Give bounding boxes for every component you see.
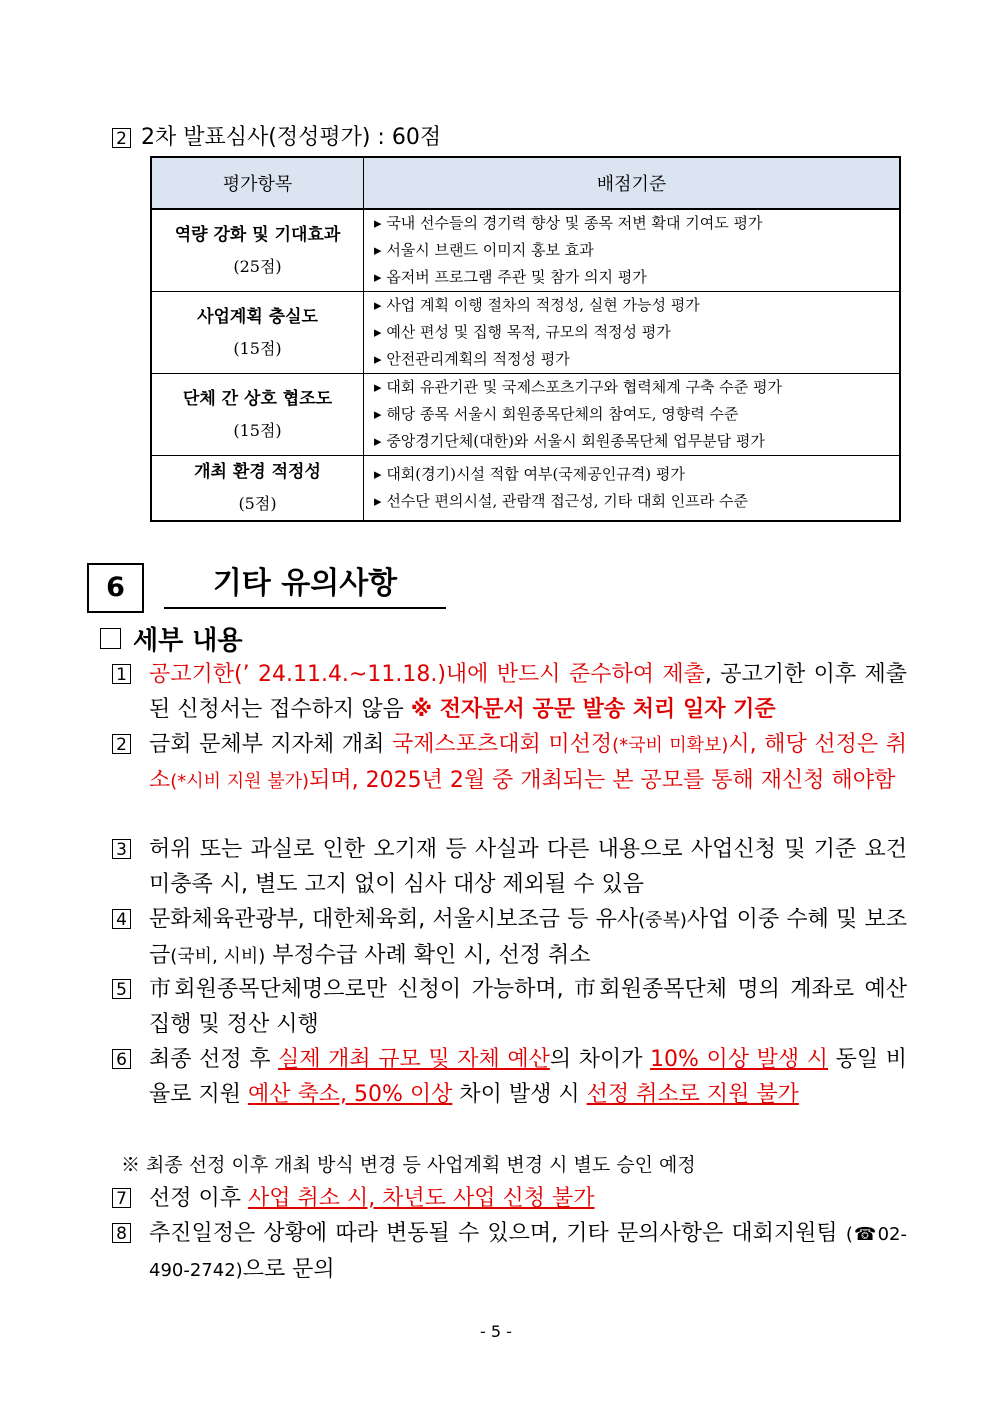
eval-criteria (364, 456, 901, 522)
table-row (151, 292, 900, 374)
item-number-box: 2 (112, 734, 131, 754)
criteria-line: ▸ 서울시 브랜드 이미지 홍보 효과 (374, 237, 899, 264)
list-item: 8 추진일정은 상황에 따라 변동될 수 있으며, 기타 문의사항은 대회지원팀 (☎02-490-2742)으로 문의 (112, 1216, 907, 1288)
item-number-box: 7 (112, 1188, 131, 1208)
section-2-title: 2차 발표심사(정성평가) : 60점 (141, 125, 442, 150)
table-row (151, 209, 900, 292)
section-title: 기타 유의사항 (164, 561, 446, 609)
eval-criteria (364, 374, 901, 456)
criteria-line: ▸ 중앙경기단체(대한)와 서울시 회원종목단체 업무분담 평가 (374, 428, 899, 455)
item-number-box: 3 (112, 839, 131, 859)
criteria-line: ▸ 대회 유관기관 및 국제스포츠기구와 협력체계 구축 수준 평가 (374, 374, 899, 401)
list-item: 5 市회원종목단체명으로만 신청이 가능하며, 市회원종목단체 명의 계좌로 예산 집행 및 정산 시행 (112, 972, 907, 1042)
section-2-heading (112, 120, 441, 151)
criteria-line: ▸ 대회(경기)시설 적합 여부(국제공인규격) 평가 (374, 461, 899, 488)
item-number-box: 8 (112, 1223, 131, 1243)
criteria-line: ▸ 예산 편성 및 집행 목적, 규모의 적정성 평가 (374, 319, 899, 346)
criteria-line: ▸ 국내 선수들의 경기력 향상 및 종목 저변 확대 기여도 평가 (374, 210, 899, 237)
page-number: - 5 - (480, 1322, 512, 1341)
criteria-line: ▸ 사업 계획 이행 절차의 적정성, 실현 가능성 평가 (374, 292, 899, 319)
list-item: 7 선정 이후 사업 취소 시, 차년도 사업 신청 불가 (112, 1181, 907, 1216)
table-row (151, 374, 900, 456)
eval-criteria (364, 292, 901, 374)
criteria-line: ▸ 선수단 편의시설, 관람객 접근성, 기타 대회 인프라 수준 (374, 488, 899, 515)
eval-criteria (364, 209, 901, 292)
item-number-box: 2 (112, 128, 131, 148)
item-number-box: 5 (112, 979, 131, 999)
list-item: 4 문화체육관광부, 대한체육회, 서울시보조금 등 유사(중복)사업 이중 수혜 및 보조금(국비, 시비) 부정수급 사례 확인 시, 선정 취소 (112, 902, 907, 974)
phone-number: (☎02-490-2742) (149, 1224, 908, 1281)
list-item: 1 공고기한(’ 24.11.4.~11.18.)내에 반드시 준수하여 제출, 공고기한 이후 제출된 신청서는 접수하지 않음 ※ 전자문서 공문 발송 처리 일자 기준 (112, 657, 907, 727)
subheading: 세부 내용 (100, 620, 243, 657)
checkbox-square-icon (100, 628, 121, 649)
list-item: 2 금회 문체부 지자체 개최 국제스포츠대회 미선정(*국비 미확보)시, 해당 선정은 취소(*시비 지원 불가)되며, 2025년 2월 중 개최되는 본 공모를 통해 재신청 해야함 (112, 727, 907, 799)
header-item: 평가항목 (151, 157, 364, 209)
criteria-line: ▸ 해당 종목 서울시 회원종목단체의 참여도, 영향력 수준 (374, 401, 899, 428)
list-item: 6 최종 선정 후 실제 개최 규모 및 자체 예산의 차이가 10% 이상 발생 시 동일 비율로 지원 예산 축소, 50% 이상 차이 발생 시 선정 취소로 지원 불가 (112, 1042, 907, 1112)
list-item: 3 허위 또는 과실로 인한 오기재 등 사실과 다른 내용으로 사업신청 및 기준 요건 미충족 시, 별도 고지 없이 심사 대상 제외될 수 있음 (112, 832, 907, 902)
criteria-line: ▸ 안전관리계획의 적정성 평가 (374, 346, 899, 373)
note-text: ※ 최종 선정 이후 개최 방식 변경 등 사업계획 변경 시 별도 승인 예정 (121, 1154, 696, 1176)
evaluation-table (150, 156, 901, 522)
eval-item: 역량 강화 및 기대효과 (25점) (151, 209, 364, 292)
table-row (151, 456, 900, 522)
item-number-box: 1 (112, 664, 131, 684)
eval-item: 사업계획 충실도 (15점) (151, 292, 364, 374)
eval-item: 개최 환경 적정성 (5점) (151, 456, 364, 522)
item-number-box: 4 (112, 909, 131, 929)
eval-item: 단체 간 상호 협조도 (15점) (151, 374, 364, 456)
criteria-line: ▸ 옵저버 프로그램 주관 및 참가 의지 평가 (374, 264, 899, 291)
section-number: 6 (87, 563, 144, 613)
item-number-box: 6 (112, 1049, 131, 1069)
header-criteria: 배점기준 (364, 157, 901, 209)
